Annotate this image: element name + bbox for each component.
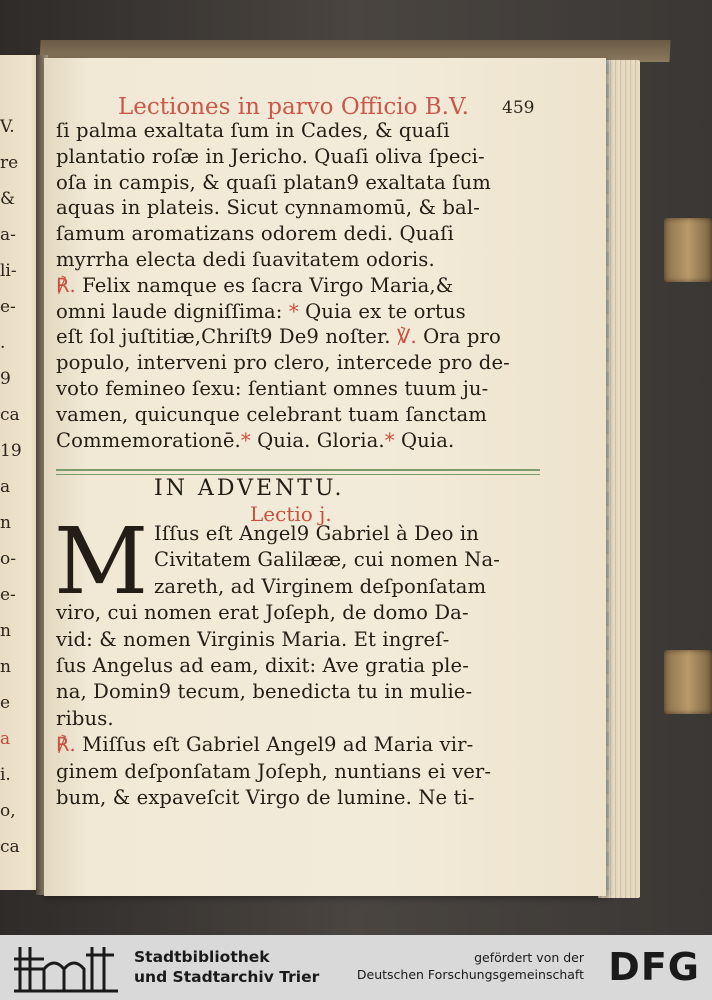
left-page-fragment: ca bbox=[0, 405, 20, 425]
left-page-fragment: n bbox=[0, 513, 11, 533]
left-page-fragment: ca bbox=[0, 837, 20, 857]
lectio-title: Lectio j. bbox=[250, 502, 332, 526]
book-page bbox=[44, 58, 606, 896]
text-line: ginem deſponſatam Joſeph, nuntians ei ver- bbox=[56, 759, 492, 783]
text-line: omni laude digniſſima: * Quia ex te ortus bbox=[56, 299, 466, 323]
text-line: vamen, quicunque celebrant tuam ſanctam bbox=[56, 402, 487, 426]
text-block-top bbox=[56, 118, 542, 453]
funding-line-2: Deutschen Forschungsgemeinschaft bbox=[356, 967, 584, 982]
text-line: plantatio roſæ in Jericho. Quaſi oliva ſpeci- bbox=[56, 144, 485, 168]
text-line: aquas in plateis. Sicut cynnamomū, & bal- bbox=[56, 196, 480, 220]
text-line: ℟. Felix namque es ſacra Virgo Maria,& bbox=[56, 273, 454, 297]
left-page-fragment: n bbox=[0, 657, 11, 677]
dfg-logo: DFG bbox=[608, 945, 700, 989]
text-line: vid: & nomen Virginis Maria. Et ingreſ- bbox=[56, 627, 450, 651]
left-page-fragment: a- bbox=[0, 225, 16, 245]
text-line: ribus. bbox=[56, 706, 114, 730]
left-page-fragment: e- bbox=[0, 297, 16, 317]
library-line-1: Stadtbibliothek bbox=[134, 948, 270, 966]
text-line: ſus Angelus ad eam, dixit: Ave gratia ple- bbox=[56, 653, 469, 677]
text-line: ℟. Miſſus eſt Gabriel Angel9 ad Maria vir- bbox=[56, 733, 474, 757]
double-rule bbox=[56, 469, 540, 471]
text-line: populo, interveni pro clero, intercede pro de- bbox=[56, 351, 510, 375]
text-line: Iſſus eſt Angel9 Gabriel à Deo in bbox=[154, 522, 479, 545]
book-clasp-lower bbox=[664, 650, 712, 714]
left-page-fragment: & bbox=[0, 189, 16, 209]
text-line: eſt ſol juſtitiæ,Chriſt9 De9 noſter. ℣. Ora pro bbox=[56, 325, 501, 349]
text-line: voto femineo ſexu: ſentiant omnes tuum ju- bbox=[56, 376, 489, 400]
double-rule-thin bbox=[56, 474, 540, 475]
funding-note bbox=[357, 949, 584, 983]
text-line: Civitatem Galilææ, cui nomen Na- bbox=[154, 548, 501, 572]
left-page-fragment: n bbox=[0, 621, 11, 641]
page-number: 459 bbox=[502, 98, 535, 118]
left-page-fragment: re bbox=[0, 153, 19, 173]
left-page-fragment: a bbox=[0, 477, 11, 497]
text-line: ſamum aromatizans odorem dedi. Quaſi bbox=[56, 222, 454, 246]
text-line: na, Domin9 tecum, benedicta tu in mulie- bbox=[56, 680, 473, 704]
footer-bar bbox=[0, 935, 712, 1000]
text-line: oſa in campis, & quaſi platan9 exaltata ſum bbox=[56, 170, 491, 194]
text-line: Commemorationē.* Quia. Gloria.* Quia. bbox=[56, 428, 455, 452]
left-page-fragment: o- bbox=[0, 549, 16, 569]
left-page-fragment: e- bbox=[0, 585, 16, 605]
text-line: ſi palma exaltata ſum in Cades, & quaſi bbox=[56, 119, 450, 142]
left-page-fragment: . bbox=[0, 333, 6, 353]
text-line: zareth, ad Virginem deſponſatam bbox=[154, 574, 487, 598]
left-page-fragment: li- bbox=[0, 261, 17, 281]
library-name bbox=[134, 947, 319, 987]
left-page-fragment: V. bbox=[0, 117, 15, 137]
drop-cap: M bbox=[54, 508, 149, 615]
left-page-fragment: a bbox=[0, 729, 11, 749]
funding-line-1: gefördert von der bbox=[474, 950, 584, 965]
left-page-fragment: o, bbox=[0, 801, 16, 821]
text-line: bum, & expaveſcit Virgo de lumine. Ne ti- bbox=[56, 785, 475, 809]
text-block-bottom bbox=[56, 521, 542, 811]
text-line: viro, cui nomen erat Joſeph, de domo Da- bbox=[56, 601, 469, 625]
section-title: IN ADVENTU. bbox=[154, 476, 345, 501]
text-line: myrrha electa dedi ſuavitatem odoris. bbox=[56, 247, 435, 271]
left-page-fragment: 9 bbox=[0, 369, 11, 389]
library-line-2: und Stadtarchiv Trier bbox=[134, 968, 320, 986]
left-page-fragment: 19 bbox=[0, 441, 22, 461]
left-page-fragment: i. bbox=[0, 765, 11, 785]
running-header: Lectiones in parvo Officio B.V. bbox=[118, 94, 469, 120]
left-page-fragment: e bbox=[0, 693, 11, 713]
book-clasp-upper bbox=[664, 218, 712, 282]
stadtbibliothek-logo-icon bbox=[14, 939, 124, 995]
